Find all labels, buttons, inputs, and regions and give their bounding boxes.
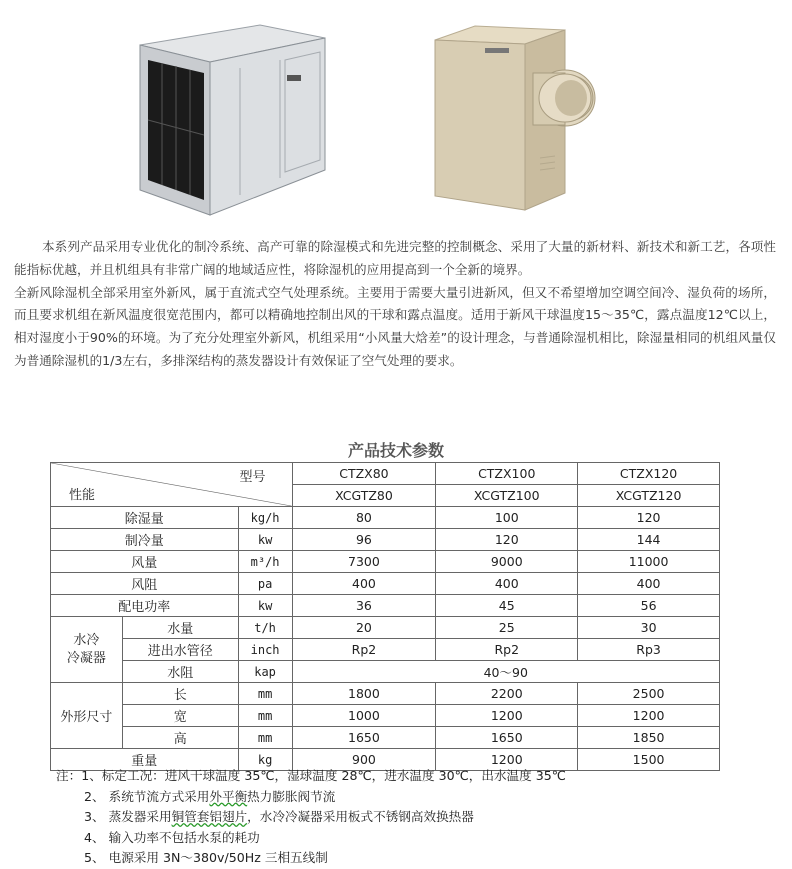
unit-cell: t/h — [238, 617, 292, 639]
value-cell: 7300 — [292, 551, 436, 573]
group-label-condenser: 水冷 冷凝器 — [51, 617, 123, 683]
unit-cell: mm — [238, 727, 292, 749]
note-4: 4、 输入功率不包括水泵的耗功 — [84, 829, 260, 845]
group-label-dimensions: 外形尺寸 — [51, 683, 123, 749]
product-images — [0, 0, 792, 225]
row-label: 风阻 — [51, 573, 239, 595]
table-row — [51, 463, 720, 485]
value-cell: 400 — [436, 573, 578, 595]
value-cell: 400 — [578, 573, 720, 595]
value-cell: 1200 — [436, 749, 578, 771]
value-cell: 40～90 — [292, 661, 719, 683]
row-label: 水阻 — [122, 661, 238, 683]
value-cell: 25 — [436, 617, 578, 639]
value-cell: 1200 — [578, 705, 720, 727]
row-label: 除湿量 — [51, 507, 239, 529]
notes — [56, 766, 566, 869]
row-label: 宽 — [122, 705, 238, 727]
intro-text — [14, 236, 776, 373]
note-2: 2、 系统节流方式采用外平衡热力膨胀阀节流 — [84, 788, 336, 804]
fresh-air-dehumidifier-unit-image — [120, 20, 330, 220]
table-row — [51, 705, 720, 727]
table-row — [51, 661, 720, 683]
unit-cell: kw — [238, 595, 292, 617]
model-cell: CTZX100 — [436, 463, 578, 485]
table-row — [51, 617, 720, 639]
value-cell: 45 — [436, 595, 578, 617]
value-cell: 20 — [292, 617, 436, 639]
model-cell: CTZX120 — [578, 463, 720, 485]
value-cell: 1650 — [292, 727, 436, 749]
value-cell: 1000 — [292, 705, 436, 727]
intro-paragraph-2: 全新风除湿机全部采用室外新风，属于直流式空气处理系统。主要用于需要大量引进新风，但又不希望增加空调空间冷、湿负荷的场所，而且要求机组在新风温度很宽范围内，都可以精确地控制出风的干球和露点温度。适用于新风干球温度15～35℃，露点温度12℃以上，相对湿度小于90%的环境。为了充分处理室外新风，机组采用“小风量大焓差”的设计理念，与普通除湿机相比，除湿量相同的机组风量仅为普通除湿机的1/3左右，多排深结构的蒸发器设计有效保证了空气处理的要求。 — [14, 284, 776, 368]
unit-cell: kw — [238, 529, 292, 551]
value-cell: 1800 — [292, 683, 436, 705]
unit-cell: inch — [238, 639, 292, 661]
table-row — [51, 551, 720, 573]
unit-cell: m³/h — [238, 551, 292, 573]
table-row — [51, 683, 720, 705]
model-cell: XCGTZ100 — [436, 485, 578, 507]
table-row — [51, 595, 720, 617]
unit-cell: kg/h — [238, 507, 292, 529]
row-label: 进出水管径 — [122, 639, 238, 661]
value-cell: 144 — [578, 529, 720, 551]
cabinet-dehumidifier-unit-image — [415, 18, 615, 218]
row-label: 高 — [122, 727, 238, 749]
table-row — [51, 529, 720, 551]
row-label: 风量 — [51, 551, 239, 573]
value-cell: 400 — [292, 573, 436, 595]
value-cell: 1850 — [578, 727, 720, 749]
corner-model-label: 型号 — [239, 470, 266, 485]
value-cell: Rp2 — [436, 639, 578, 661]
row-label: 配电功率 — [51, 595, 239, 617]
row-label: 制冷量 — [51, 529, 239, 551]
spec-table — [50, 462, 720, 771]
note-1: 注：1、标定工况：进风干球温度 35℃，湿球温度 28℃，进水温度 30℃，出水温度 35℃ — [56, 768, 566, 783]
note-5: 5、 电源采用 3N～380v/50Hz 三相五线制 — [84, 850, 328, 865]
unit-cell: mm — [238, 705, 292, 727]
value-cell: 56 — [578, 595, 720, 617]
corner-header — [51, 463, 293, 507]
value-cell: 96 — [292, 529, 436, 551]
value-cell: 120 — [578, 507, 720, 529]
table-row — [51, 507, 720, 529]
row-label: 重量 — [51, 749, 239, 771]
corner-performance-label: 性能 — [69, 488, 96, 503]
value-cell: 80 — [292, 507, 436, 529]
model-cell: XCGTZ80 — [292, 485, 436, 507]
value-cell: Rp2 — [292, 639, 436, 661]
row-label: 水量 — [122, 617, 238, 639]
value-cell: 1500 — [578, 749, 720, 771]
value-cell: 2500 — [578, 683, 720, 705]
value-cell: 11000 — [578, 551, 720, 573]
model-cell: XCGTZ120 — [578, 485, 720, 507]
unit-cell: kg — [238, 749, 292, 771]
value-cell: 36 — [292, 595, 436, 617]
value-cell: 1200 — [436, 705, 578, 727]
unit-cell: kap — [238, 661, 292, 683]
table-title: 产品技术参数 — [347, 441, 444, 460]
value-cell: Rp3 — [578, 639, 720, 661]
value-cell: 120 — [436, 529, 578, 551]
intro-paragraph-1: 本系列产品采用专业优化的制冷系统、高产可靠的除湿模式和先进完整的控制概念、采用了大量的新材料、新技术和新工艺，各项性能指标优越，并且机组具有非常广阔的地域适应性，将除湿机的应用提高到一个全新的境界。 — [14, 239, 776, 277]
value-cell: 9000 — [436, 551, 578, 573]
value-cell: 2200 — [436, 683, 578, 705]
table-row — [51, 639, 720, 661]
model-cell: CTZX80 — [292, 463, 436, 485]
unit-cell: mm — [238, 683, 292, 705]
value-cell: 30 — [578, 617, 720, 639]
value-cell: 100 — [436, 507, 578, 529]
table-row — [51, 727, 720, 749]
table-row — [51, 573, 720, 595]
value-cell: 1650 — [436, 727, 578, 749]
note-3: 3、 蒸发器采用铜管套铝翅片，水冷冷凝器采用板式不锈钢高效换热器 — [84, 809, 474, 824]
unit-cell: pa — [238, 573, 292, 595]
value-cell: 900 — [292, 749, 436, 771]
row-label: 长 — [122, 683, 238, 705]
